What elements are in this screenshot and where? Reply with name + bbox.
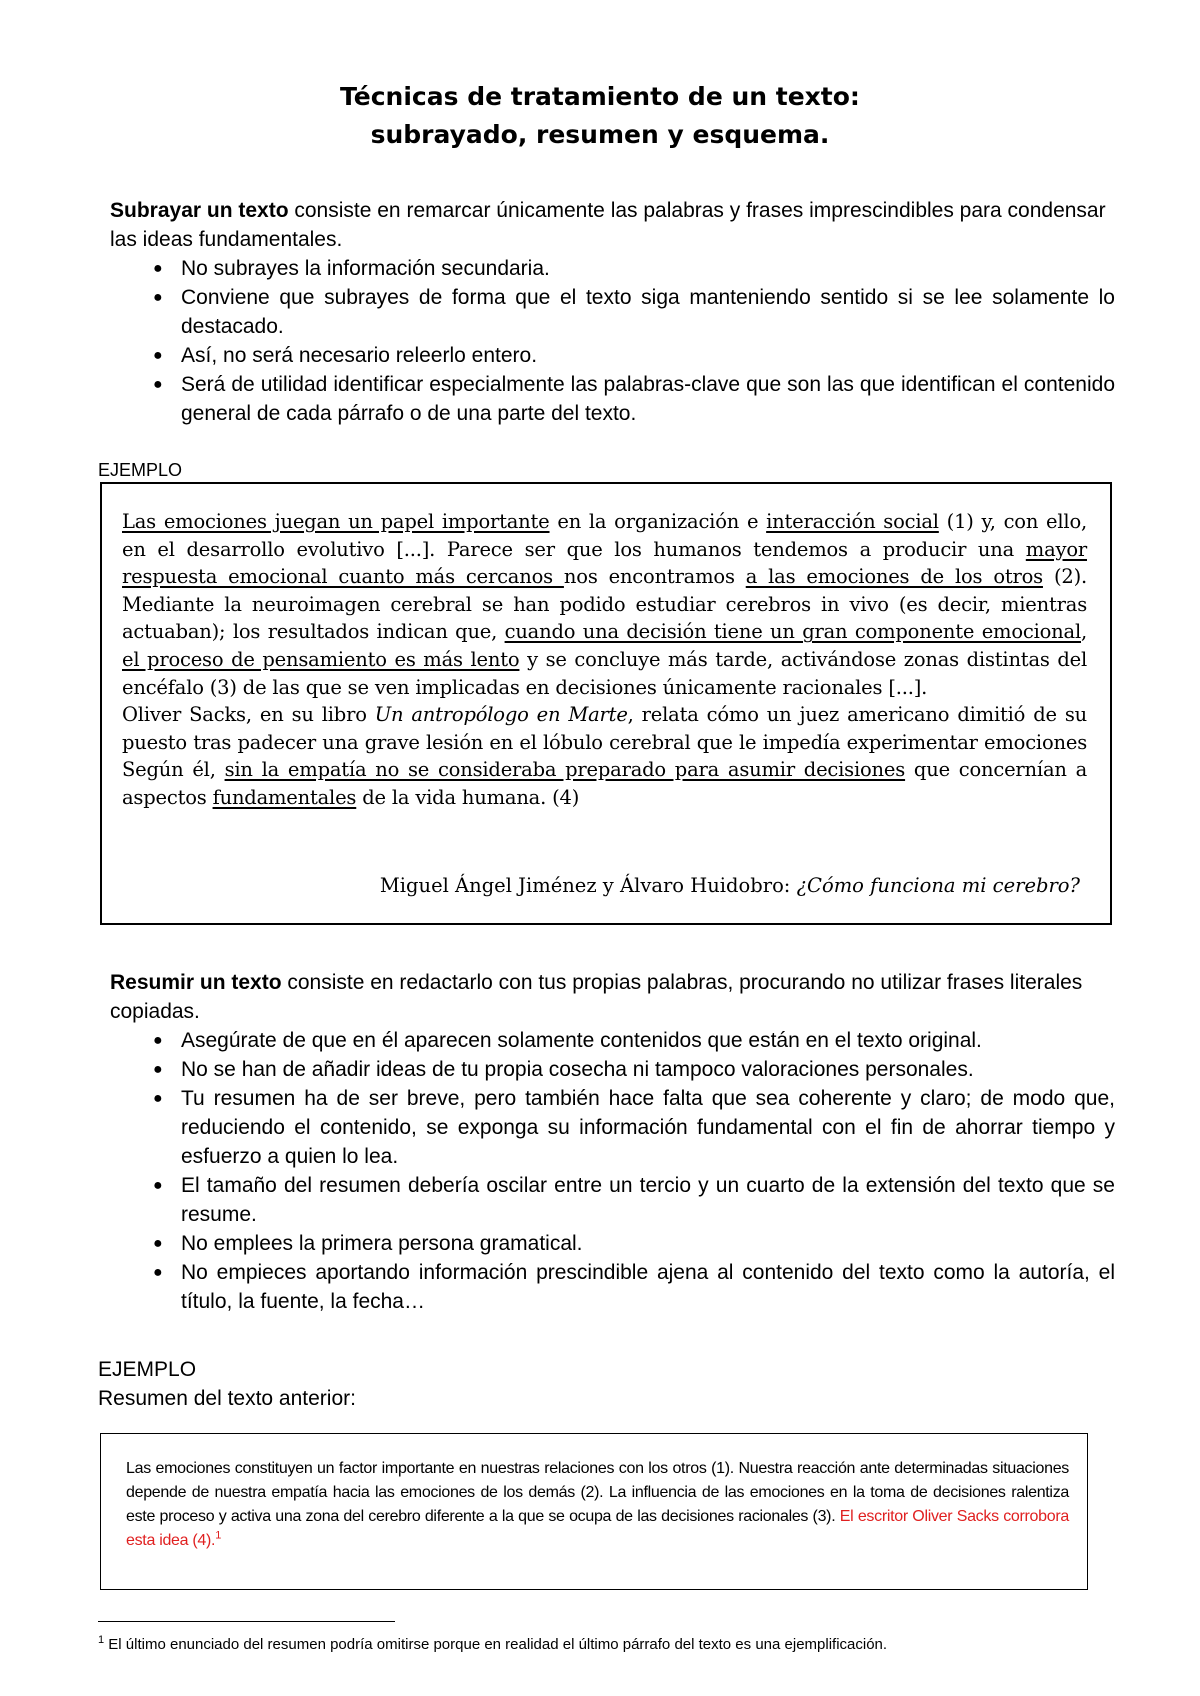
summary-text: [126, 1457, 1069, 1553]
text-run: ,: [1081, 620, 1087, 644]
ejemplo-label-1: EJEMPLO: [98, 460, 183, 480]
title-line-1: Técnicas de tratamiento de un texto:: [340, 82, 860, 111]
underlined-phrase: Las emociones juegan un papel importante: [122, 510, 550, 533]
footnote-divider: [98, 1621, 395, 1622]
resumir-term: Resumir un texto: [110, 971, 282, 994]
ejemplo-label-2: EJEMPLO: [98, 1358, 197, 1381]
text-run: , relata cómo un juez americano dimitió de su puesto tras padecer una grave lesión en el lóbulo cerebral que le impedía experimentar emociones Según él,: [122, 703, 1087, 782]
attribution-work: ¿Cómo funciona mi cerebro?: [796, 874, 1080, 897]
list-item: ● Así, no será necesario releerlo entero.: [110, 341, 1115, 370]
resumir-section: [110, 968, 1115, 1316]
bullet-icon: ●: [153, 376, 163, 393]
bullet-icon: ●: [153, 260, 163, 277]
underlined-phrase: cuando una decisión tiene un gran componente emocional: [504, 620, 1081, 644]
subrayar-definition: consiste en remarcar únicamente las palabras y frases imprescindibles para condensar las ideas fundamentales.: [110, 199, 1106, 251]
footnote: [98, 1635, 1098, 1655]
example-paragraph-1: [122, 508, 1087, 701]
summary-highlight: El escritor Oliver Sacks corrobora esta idea (4).: [126, 1508, 1069, 1549]
bullet-icon: ●: [153, 347, 163, 364]
resumir-intro: [110, 968, 1115, 1026]
bullet-icon: ●: [153, 289, 163, 306]
bullet-icon: ●: [153, 1032, 163, 1049]
underlined-phrase: mayor respuesta emocional cuanto más cercanos: [122, 537, 1087, 589]
list-item: ● Será de utilidad identificar especialmente las palabras-clave que son las que identifican el contenido general de cada párrafo o de una parte del texto.: [110, 370, 1115, 428]
text-run: (2). Mediante la neuroimagen cerebral se han podido estudiar cerebros in vivo (es decir, mientras actuaban); los resultados indican que,: [122, 565, 1087, 644]
underlined-phrase: a las emociones de los otros: [745, 565, 1043, 589]
text-run: Oliver Sacks, en su libro: [122, 703, 375, 727]
bullet-icon: ●: [153, 1235, 163, 1252]
bullet-icon: ●: [153, 1061, 163, 1078]
list-item: ● No empieces aportando información prescindible ajena al contenido del texto como la autoría, el título, la fuente, la fecha…: [110, 1258, 1115, 1316]
footnote-text: El último enunciado del resumen podría omitirse porque en realidad el último párrafo del texto es una ejemplificación.: [104, 1636, 888, 1653]
list-item: ● No se han de añadir ideas de tu propia cosecha ni tampoco valoraciones personales.: [110, 1055, 1115, 1084]
resumen-label: Resumen del texto anterior:: [98, 1387, 356, 1410]
list-item: ● El tamaño del resumen debería oscilar entre un tercio y un cuarto de la extensión del texto que se resume.: [110, 1171, 1115, 1229]
subrayar-bullets: [110, 254, 1115, 428]
resumir-definition: consiste en redactarlo con tus propias palabras, procurando no utilizar frases literales copiadas.: [110, 971, 1083, 1023]
underlined-phrase: interacción social: [766, 510, 939, 533]
list-item: ● Asegúrate de que en él aparecen solamente contenidos que están en el texto original.: [110, 1026, 1115, 1055]
underlined-phrase: el proceso de pensamiento es más lento: [122, 647, 520, 671]
list-item: ● No emplees la primera persona gramatical.: [110, 1229, 1115, 1258]
underlined-phrase: sin la empatía no se consideraba preparado para asumir decisiones: [224, 758, 906, 782]
text-run: (1) y, con ello, en el desarrollo evolutivo [...]. Parece ser que los humanos tendemos a producir una: [122, 510, 1087, 561]
example-attribution: [122, 872, 1080, 900]
list-item: ● Conviene que subrayes de forma que el texto siga manteniendo sentido si se lee solamente lo destacado.: [110, 283, 1115, 341]
document-title: [0, 78, 1200, 154]
summary-body: Las emociones constituyen un factor importante en nuestras relaciones con los otros (1). Nuestra reacción ante determinadas situaciones depende de nuestra empatía hacia las emociones de los demás (2). La influencia de las emociones en la toma de decisiones ralentiza este proceso y activa una zona del cerebro diferente a la que se ocupa de las decisiones racionales (3).: [126, 1460, 1069, 1525]
example-paragraph-2: [122, 701, 1087, 811]
bullet-icon: ●: [153, 1264, 163, 1281]
title-line-2: subrayado, resumen y esquema.: [370, 120, 830, 149]
underlined-phrase: fundamentales: [212, 785, 357, 809]
subrayar-intro: [110, 196, 1115, 254]
text-run: nos encontramos: [563, 565, 746, 589]
list-item: ● No subrayes la información secundaria.: [110, 254, 1115, 283]
bullet-icon: ●: [153, 1177, 163, 1194]
attribution-author: Miguel Ángel Jiménez y Álvaro Huidobro:: [379, 874, 797, 897]
example-text: [122, 508, 1087, 812]
list-item: ● Tu resumen ha de ser breve, pero también hace falta que sea coherente y claro; de modo que, reduciendo el contenido, se exponga su información fundamental con el fin de ahorrar tiempo y esfuerzo a quien lo lea.: [110, 1084, 1115, 1171]
subrayar-section: [110, 196, 1115, 428]
book-title: Un antropólogo en Marte: [374, 703, 628, 727]
footnote-mark: 1: [98, 1634, 105, 1646]
bullet-icon: ●: [153, 1090, 163, 1107]
subrayar-term: Subrayar un texto: [110, 199, 289, 222]
text-run: que concernían a aspectos: [122, 758, 1088, 809]
text-run: y se concluye más tarde, activándose zonas distintas del encéfalo (3) de las que se ven implicadas en decisiones únicamente racionales [...].: [122, 647, 1088, 699]
footnote-reference[interactable]: 1: [215, 1529, 222, 1542]
resumir-bullets: [110, 1026, 1115, 1316]
text-run: en la organización e: [549, 510, 767, 533]
text-run: de la vida humana. (4): [356, 785, 580, 809]
